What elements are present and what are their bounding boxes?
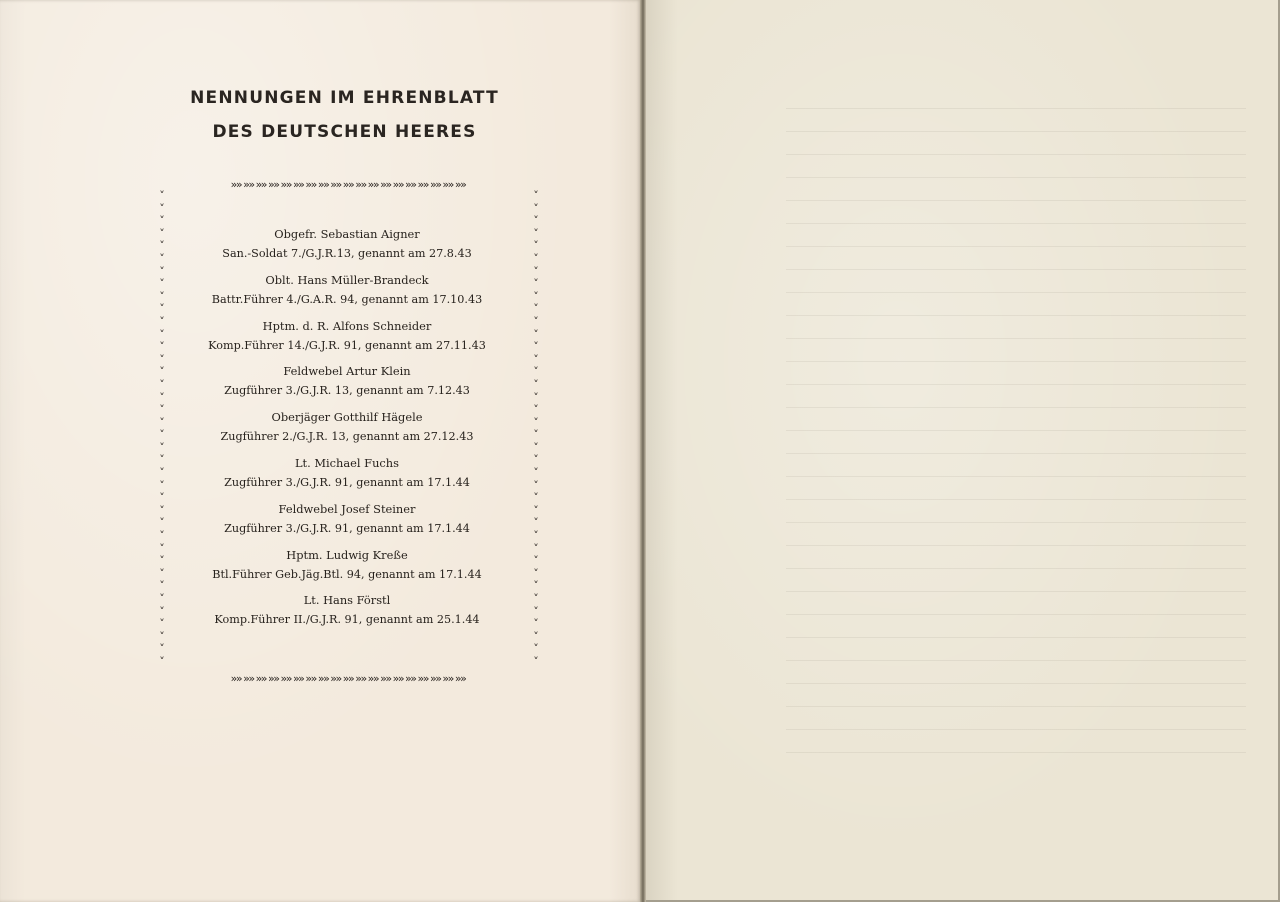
list-item bbox=[168, 545, 526, 591]
list-item bbox=[168, 224, 526, 270]
ornament-border-bottom-icon: »» »» »» »» »» »» »» »» »» »» »» »» »» »» »» »» »» »» »» bbox=[230, 672, 466, 685]
entry-name: Hptm. Ludwig Kreße bbox=[286, 547, 408, 562]
ornament-border-right-icon: ˅ ˅ ˅ ˅ ˅ ˅ ˅ ˅ ˅ ˅ ˅ ˅ ˅ ˅ ˅ ˅ ˅ ˅ ˅ ˅ ˅ ˅ ˅ ˅ ˅ ˅ ˅ ˅ ˅ ˅ ˅ ˅ ˅ ˅ ˅ ˅ ˅ ˅ bbox=[533, 190, 539, 668]
list-item bbox=[168, 316, 526, 362]
entry-name: Feldwebel Artur Klein bbox=[283, 364, 411, 379]
list-item bbox=[168, 407, 526, 453]
entry-detail: Komp.Führer 14./G.J.R. 91, genannt am 27.11.43 bbox=[208, 338, 486, 352]
entry-detail: Komp.Führer II./G.J.R. 91, genannt am 25.1.44 bbox=[214, 613, 480, 627]
entry-name: Lt. Hans Förstl bbox=[303, 593, 391, 608]
ornament-border-top-icon: »» »» »» »» »» »» »» »» »» »» »» »» »» »» »» »» »» »» »» bbox=[230, 178, 466, 191]
right-page-blank bbox=[646, 0, 1278, 900]
entry-name: Oberjäger Gotthilf Hägele bbox=[271, 410, 423, 425]
entry-detail: San.-Soldat 7./G.J.R.13, genannt am 27.8.43 bbox=[222, 247, 472, 260]
list-item bbox=[168, 499, 526, 545]
entry-detail: Zugführer 3./G.J.R. 91, genannt am 17.1.44 bbox=[224, 521, 470, 535]
entry-detail: Btl.Führer Geb.Jäg.Btl. 94, genannt am 17.1.44 bbox=[212, 567, 482, 581]
ornament-border-left-icon: ˅ ˅ ˅ ˅ ˅ ˅ ˅ ˅ ˅ ˅ ˅ ˅ ˅ ˅ ˅ ˅ ˅ ˅ ˅ ˅ ˅ ˅ ˅ ˅ ˅ ˅ ˅ ˅ ˅ ˅ ˅ ˅ ˅ ˅ ˅ ˅ ˅ ˅ bbox=[159, 190, 165, 668]
entry-name: Oblt. Hans Müller-Brandeck bbox=[265, 272, 429, 287]
entry-detail: Battr.Führer 4./G.A.R. 94, genannt am 17.10.43 bbox=[211, 292, 483, 306]
list-item bbox=[168, 453, 526, 499]
entry-detail: Zugführer 3./G.J.R. 13, genannt am 7.12.43 bbox=[224, 384, 470, 398]
list-item bbox=[168, 270, 526, 316]
entry-name: Lt. Michael Fuchs bbox=[294, 455, 399, 470]
list-item bbox=[168, 590, 526, 636]
entry-name: Hptm. d. R. Alfons Schneider bbox=[262, 318, 432, 333]
entry-detail: Zugführer 2./G.J.R. 13, genannt am 27.12.43 bbox=[220, 430, 474, 444]
entry-name: Obgefr. Sebastian Aigner bbox=[274, 227, 420, 241]
ornamental-frame bbox=[158, 178, 542, 686]
entry-detail: Zugführer 3./G.J.R. 91, genannt am 17.1.44 bbox=[224, 475, 470, 489]
show-through-texture bbox=[786, 90, 1246, 770]
page-title-line-2: DES DEUTSCHEN HEERES bbox=[212, 122, 477, 142]
honor-roll-list bbox=[168, 224, 526, 636]
page-title-line-1: NENNUNGEN IM EHRENBLATT bbox=[190, 88, 499, 108]
list-item bbox=[168, 361, 526, 407]
entry-name: Feldwebel Josef Steiner bbox=[278, 501, 416, 516]
